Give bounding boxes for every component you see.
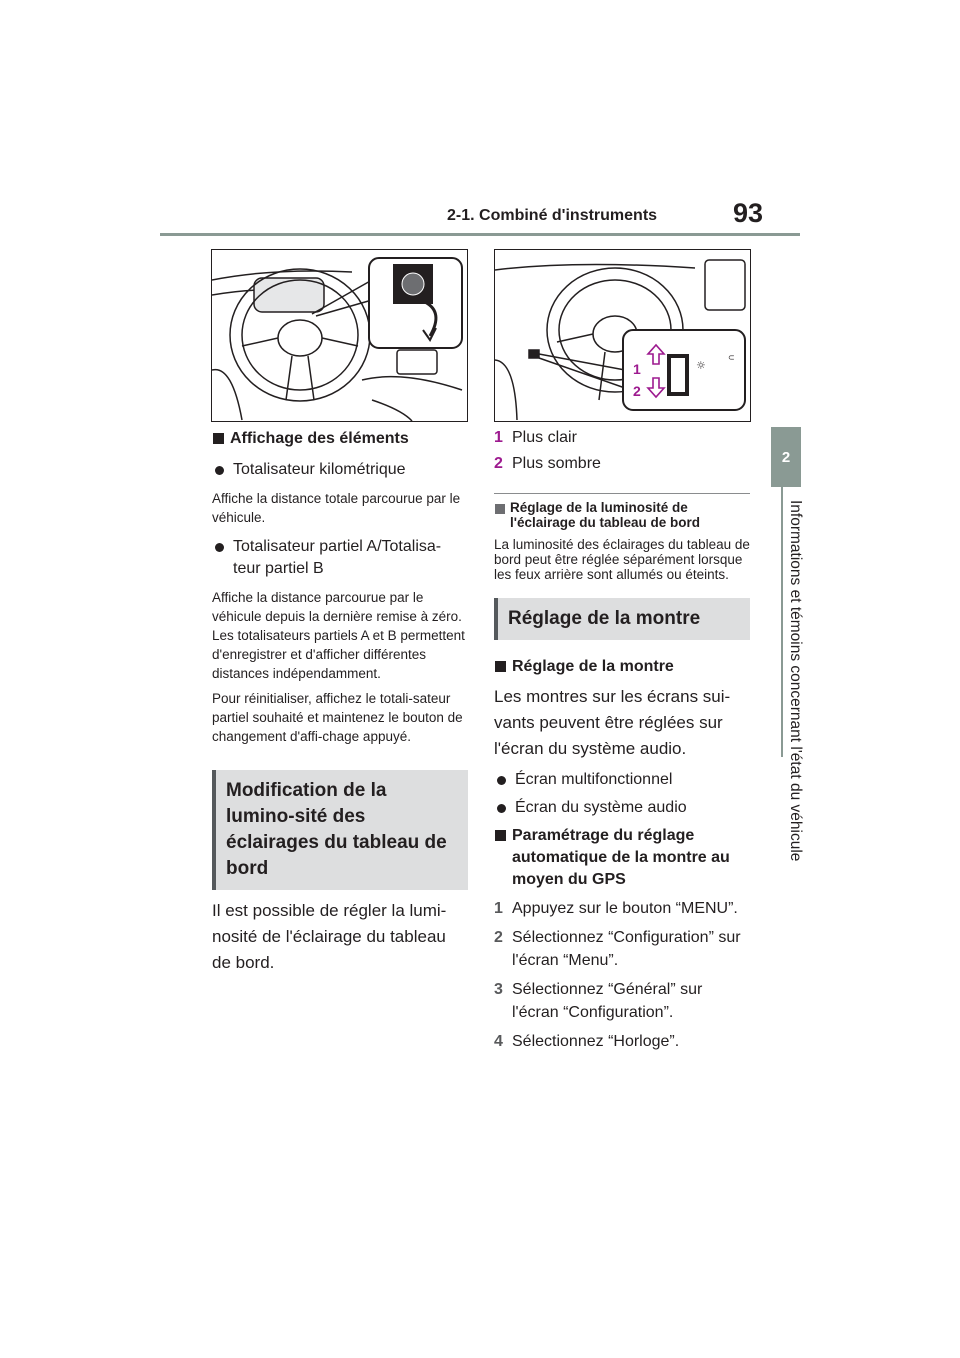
bullet-audio-display: Écran du système audio [494,797,750,819]
square-bullet-icon [495,504,505,514]
brightness-switch-illustration [494,249,751,422]
square-bullet-icon [495,830,506,841]
callout-1: 1 [633,361,641,377]
callout-2: 2 [633,383,641,399]
left-column [212,428,466,976]
gps-step: 3 Sélectionnez “Général” sur l'écran “Configuration”. [494,981,703,1021]
trip-description: Affiche la distance parcourue par le véhicule depuis la dernière remise à zéro. Les totalisateurs partiels A et B permettent d'enregistrer et d'afficher différentes distances indépendamment. [212,590,465,681]
bullet-odometer: Totalisateur kilométrique [212,459,466,481]
bullet-dot-icon [215,466,224,475]
chapter-title [786,500,806,900]
header-rule [160,233,800,236]
note-text: La luminosité des éclairages du tableau de bord peut être réglée séparément lorsque les feux arrière sont allumés ou éteints. [494,537,750,582]
gps-steps [494,897,750,1053]
bullet-dot-icon [497,776,506,785]
clock-description: Les montres sur les écrans sui-vants peuvent être réglées sur l'écran du système audio. [494,687,731,758]
heading-gps: Paramétrage du réglage automatique de la montre au moyen du GPS [494,825,750,891]
reset-description: Pour réinitialiser, affichez le totali-sateur partiel souhaité et maintenez le bouton de changement d'affi-chage appuyé. [212,691,463,744]
odometer-description: Affiche la distance totale parcourue par le véhicule. [212,491,461,525]
square-bullet-icon [213,433,224,444]
bullet-dot-icon [215,543,224,552]
brightness-intro: Il est possible de régler la lumi-nosité de l'éclairage du tableau de bord. [212,901,447,972]
gps-step: 2 Sélectionnez “Configuration” sur l'écran “Menu”. [494,929,741,969]
steering-wheel-display-button-illustration [211,249,468,422]
note-divider [494,493,750,494]
step-darker: 2 Plus sombre [494,455,601,472]
page-number: 93 [733,198,764,228]
heading-clock: Réglage de la montre [494,656,750,678]
gps-step: 4 Sélectionnez “Horloge”. [494,1033,680,1050]
square-bullet-icon [495,661,506,672]
section-box-brightness: Modification de la lumino-sité des éclairages du tableau de bord [212,770,468,890]
note-heading: Réglage de la luminosité de l'éclairage du tableau de bord [494,500,750,530]
gps-step: 1 Appuyez sur le bouton “MENU”. [494,900,738,917]
section-box-clock: Réglage de la montre [494,598,750,640]
bullet-trip: Totalisateur partiel A/Totalisa-teur partiel B [212,536,466,580]
right-column [494,426,750,1053]
section-title: 2-1. Combiné d'instruments [447,207,658,224]
step-brighter: 1 Plus clair [494,429,577,446]
svg-text:⊂: ⊂ [728,353,735,362]
chapter-tab: 2 [771,427,801,487]
chapter-rule [781,487,783,757]
bullet-multi-display: Écran multifonctionnel [494,769,750,791]
svg-text:☼: ☼ [696,359,706,372]
bullet-dot-icon [497,804,506,813]
chapter-title-text: Informations et témoins concernant l'état du véhicule [787,500,804,862]
heading-display: Affichage des éléments [212,428,466,450]
